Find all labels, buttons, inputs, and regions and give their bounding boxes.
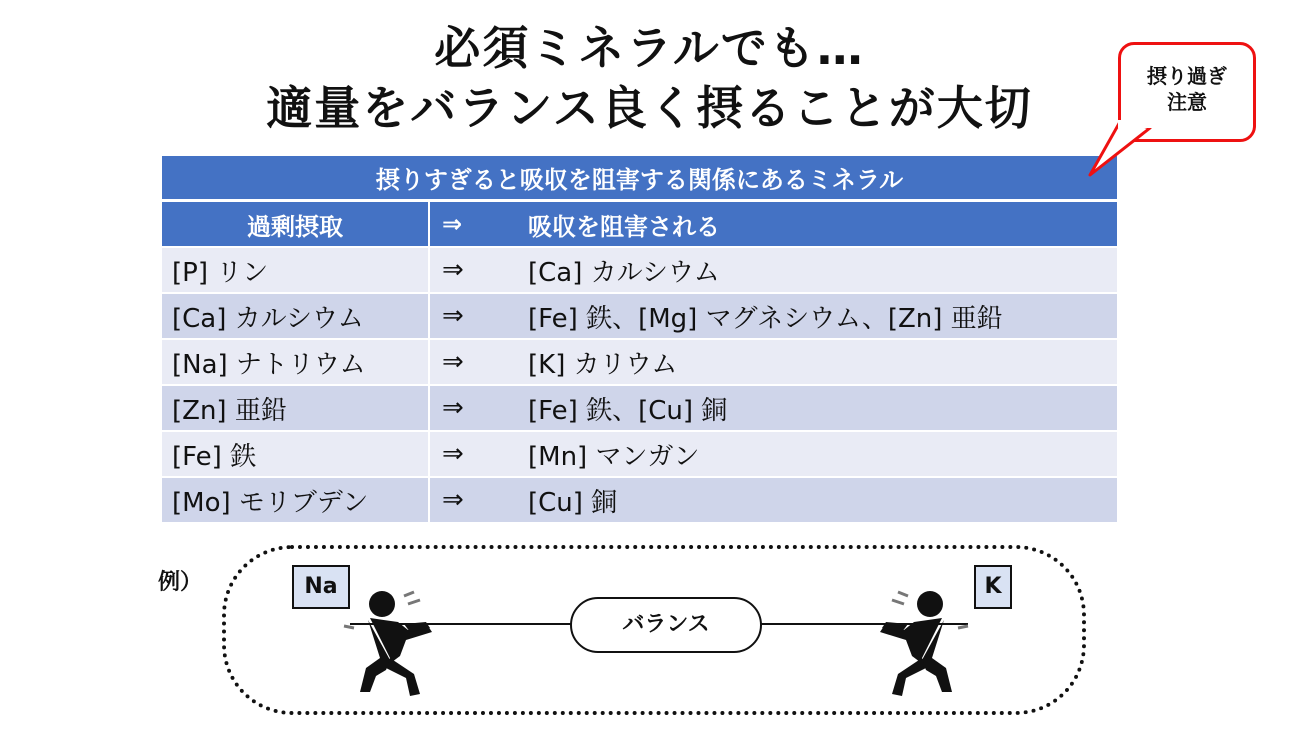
title-line-2: 適量をバランス良く摂ることが大切 bbox=[266, 81, 1033, 135]
callout-line-1: 摂り過ぎ bbox=[1147, 64, 1227, 88]
cell-arrow: ⇒ bbox=[442, 393, 464, 423]
potassium-tag: K bbox=[974, 565, 1012, 609]
table-row bbox=[162, 248, 1117, 294]
balance-label: バランス bbox=[570, 597, 762, 653]
title-line-1: 必須ミネラルでも… bbox=[434, 21, 865, 75]
callout-tail-icon bbox=[1080, 120, 1160, 180]
cell-excess: [Mo] モリブデン bbox=[162, 478, 430, 522]
table-caption: 摂りすぎると吸収を阻害する関係にあるミネラル bbox=[162, 156, 1117, 202]
table-row bbox=[162, 432, 1117, 478]
cell-excess: [Ca] カルシウム bbox=[162, 294, 430, 338]
cell-arrow: ⇒ bbox=[442, 255, 464, 285]
cell-excess: [Fe] 鉄 bbox=[162, 432, 430, 476]
cell-arrow: ⇒ bbox=[442, 485, 464, 515]
sodium-tag: Na bbox=[292, 565, 350, 609]
callout-line-2: 注意 bbox=[1167, 90, 1207, 114]
header-arrow: ⇒ bbox=[442, 210, 463, 238]
table-row bbox=[162, 294, 1117, 340]
cell-arrow: ⇒ bbox=[442, 347, 464, 377]
tug-of-war-person-right-icon bbox=[862, 582, 972, 702]
tug-of-war-person-left-icon bbox=[340, 582, 450, 702]
cell-inhibited: [Cu] 銅 bbox=[528, 487, 618, 518]
table-row bbox=[162, 478, 1117, 524]
table-row bbox=[162, 340, 1117, 386]
cell-inhibited: [Ca] カルシウム bbox=[528, 257, 720, 288]
cell-inhibited: [K] カリウム bbox=[528, 349, 678, 380]
cell-arrow: ⇒ bbox=[442, 439, 464, 469]
cell-inhibited: [Fe] 鉄、[Cu] 銅 bbox=[528, 395, 728, 426]
table-row bbox=[162, 386, 1117, 432]
header-excess: 過剰摂取 bbox=[162, 202, 430, 246]
table-header-row bbox=[162, 202, 1117, 248]
cell-inhibited: [Mn] マンガン bbox=[528, 441, 700, 472]
cell-excess: [Na] ナトリウム bbox=[162, 340, 430, 384]
cell-inhibited: [Fe] 鉄、[Mg] マグネシウム、[Zn] 亜鉛 bbox=[528, 303, 1003, 334]
example-label: 例） bbox=[158, 570, 203, 595]
cell-excess: [Zn] 亜鉛 bbox=[162, 386, 430, 430]
cell-arrow: ⇒ bbox=[442, 301, 464, 331]
mineral-inhibition-table bbox=[162, 156, 1117, 524]
header-inhibited: 吸収を阻害される bbox=[528, 212, 720, 241]
cell-excess: [P] リン bbox=[162, 248, 430, 292]
